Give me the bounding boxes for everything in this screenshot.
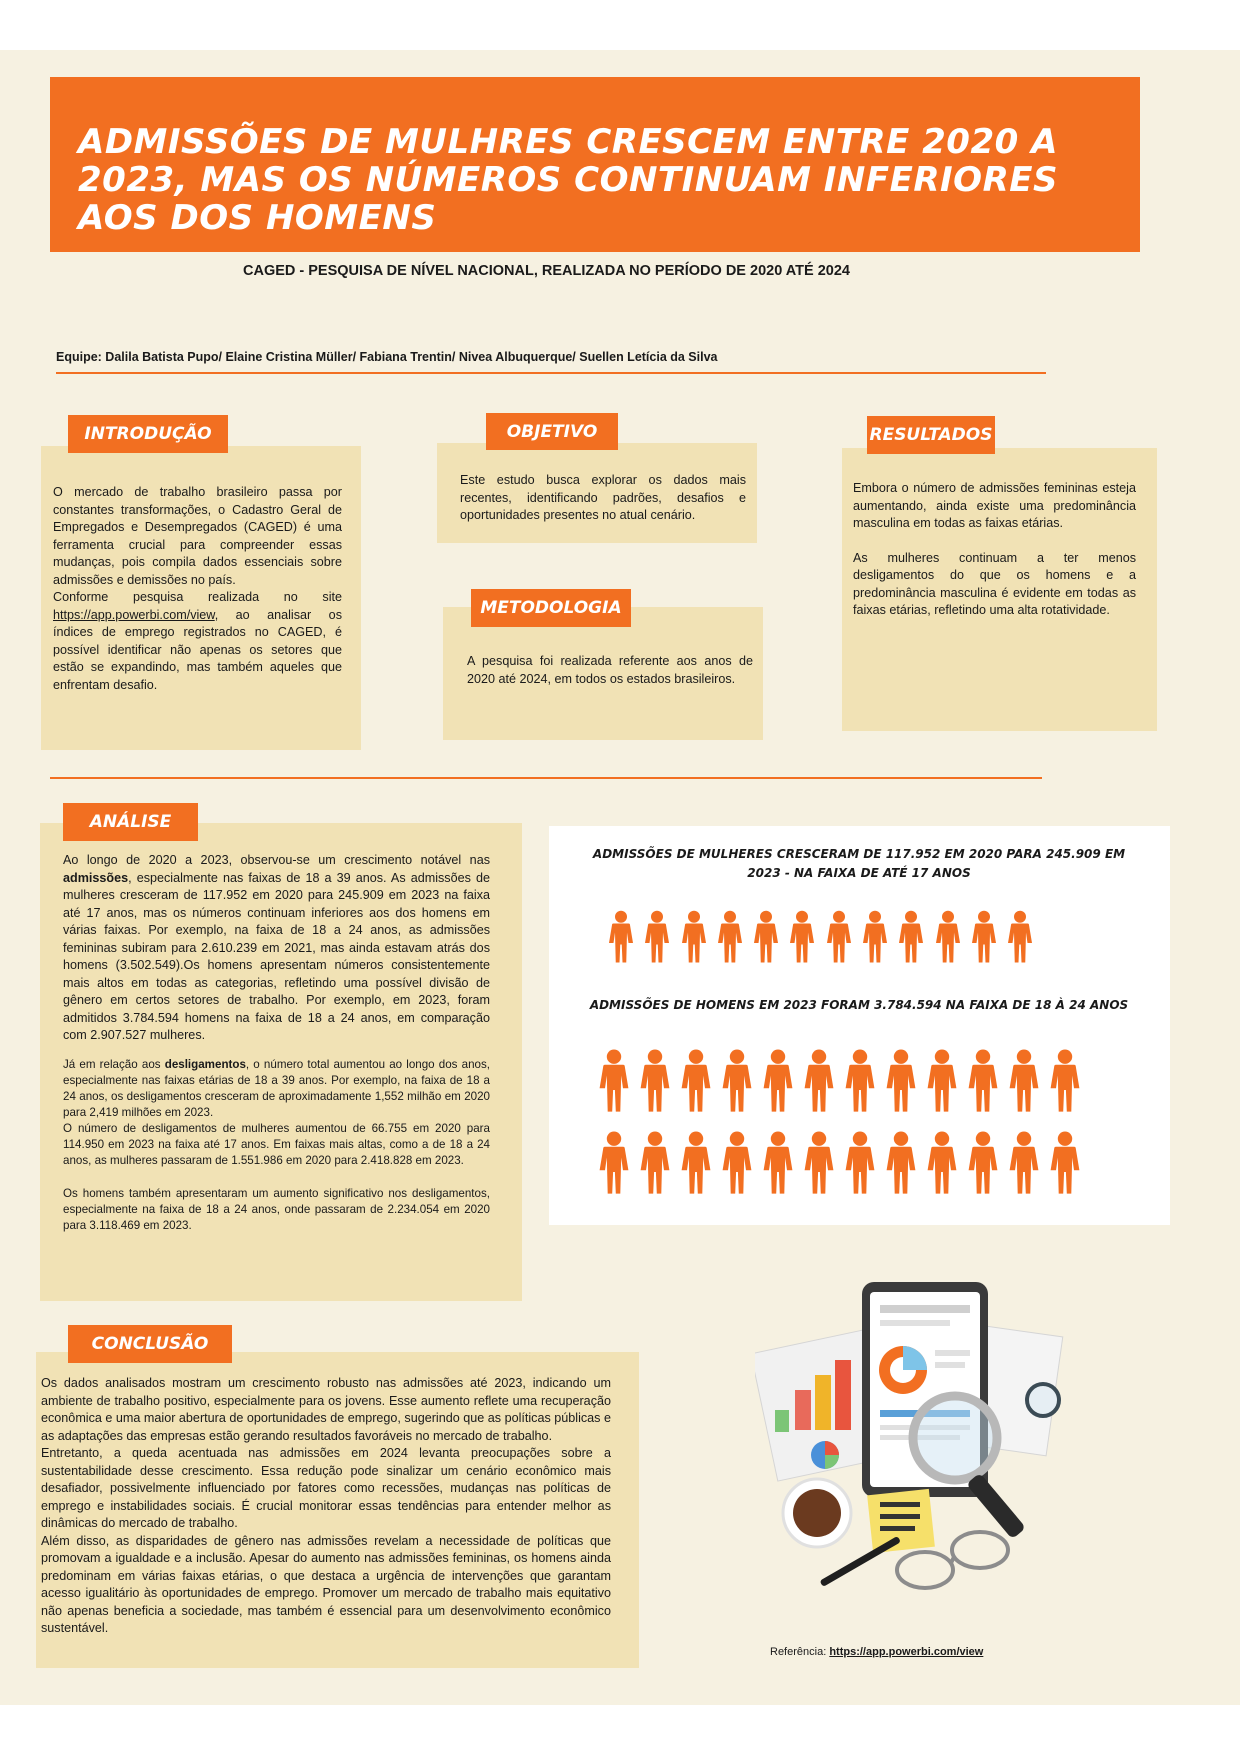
person-icon xyxy=(637,1129,673,1197)
divider-middle xyxy=(50,777,1042,779)
person-icon xyxy=(924,1047,960,1115)
person-icon xyxy=(1006,1047,1042,1115)
person-icon xyxy=(824,908,854,966)
person-icon xyxy=(606,908,636,966)
reference-label: Referência: xyxy=(770,1646,827,1658)
person-icon xyxy=(969,908,999,966)
infographic-panel xyxy=(549,826,1170,1225)
intro-text xyxy=(53,484,342,694)
person-icon xyxy=(965,1129,1001,1197)
analise-paragraph-1 xyxy=(63,852,490,1045)
person-icon xyxy=(933,908,963,966)
analise-p1-c: , especialmente nas faixas de 18 a 39 anos. As admissões de mulheres cresceram de 117.952 em 2020 para 245.909 em 2023 na faixa até 17 anos, mas os números continuam inferiores aos dos homens em várias faixas. Por exemplo, na faixa de 18 a 24 anos, as admissões femininas subiram para 2.610.239 em 2021, mas ainda estavam atrás dos homens (3.502.549).Os homens apresentam números consistentemente mais altos em todas as categorias, refletindo uma possível divisão de gênero em certos setores de trabalho. Por exemplo, em 2023, foram admitidos 3.784.594 homens na faixa de 18 a 24 anos, em comparação com 2.907.527 mulheres. xyxy=(63,870,490,1042)
resultados-paragraph-1: Embora o número de admissões femininas esteja aumentando, ainda existe uma predominância masculina em todas as faixas etárias. xyxy=(853,481,1136,530)
person-icon xyxy=(842,1129,878,1197)
person-icon xyxy=(637,1047,673,1115)
analise-paragraph-4: Os homens também apresentaram um aumento significativo nos desligamentos, especialmente na faixa de 18 a 24 anos, onde passaram de 2.234.054 em 2020 para 3.118.469 em 2023. xyxy=(63,1186,490,1232)
intro-p2-prefix: Conforme pesquisa realizada no site xyxy=(53,590,342,604)
person-icon xyxy=(719,1129,755,1197)
analise-paragraph-2 xyxy=(63,1057,490,1121)
person-icon xyxy=(1006,1129,1042,1197)
conclusao-text xyxy=(41,1375,611,1638)
person-icon xyxy=(678,1129,714,1197)
analise-desligamentos-emphasis: desligamentos xyxy=(164,1057,246,1071)
subtitle: CAGED - PESQUISA DE NÍVEL NACIONAL, REALIZADA NO PERÍODO DE 2020 ATÉ 2024 xyxy=(243,263,850,279)
divider-top xyxy=(56,372,1046,374)
person-icon xyxy=(842,1047,878,1115)
objetivo-label: OBJETIVO xyxy=(486,413,618,450)
intro-paragraph-2 xyxy=(53,589,342,694)
page-title: ADMISSÕES DE MULHRES CRESCEM ENTRE 2020 A 2023, MAS OS NÚMEROS CONTINUAM INFERIORES AOS DOS HOMENS xyxy=(78,122,1058,238)
intro-label: INTRODUÇÃO xyxy=(68,415,228,453)
title-banner xyxy=(50,77,1140,252)
analise-paragraph-3: O número de desligamentos de mulheres aumentou de 66.755 em 2020 para 114.950 em 2023 na faixa até 17 anos. Em faixas mais altas, como a de 18 a 24 anos, as mulheres passaram de 1.551.986 em 2020 para 2.418.828 em 2023. xyxy=(63,1121,490,1167)
person-icon xyxy=(787,908,817,966)
objetivo-text: Este estudo busca explorar os dados mais recentes, identificando padrões, desafios e oportunidades presentes no atual cenário. xyxy=(460,473,746,522)
intro-link[interactable]: https://app.powerbi.com/view xyxy=(53,607,215,622)
person-icon xyxy=(678,1047,714,1115)
conclusao-paragraph-1: Os dados analisados mostram um crescimento robusto nas admissões até 2023, indicando um ambiente de trabalho positivo, especialmente para os jovens. Esse aumento reflete uma recuperação econômica e uma maior abertura de oportunidades de emprego, sugerindo que as políticas públicas e as adaptações das empresas estão gerando resultados favoráveis no mercado de trabalho. xyxy=(41,1376,611,1443)
infographic-title-women: ADMISSÕES DE MULHERES CRESCERAM DE 117.952 EM 2020 PARA 245.909 EM 2023 - NA FAIXA DE ATÉ 17 ANOS xyxy=(592,847,1126,880)
analise-p2-c: , o número total aumentou ao longo dos anos, especialmente nas faixas etárias de 18 a 39 anos. Por exemplo, na faixa de 18 a 24 anos, os desligamentos cresceram de aproximadamente 1,552 milhão em 2020 para 2,419 milhões em 2023. xyxy=(63,1057,491,1119)
person-icon xyxy=(801,1129,837,1197)
notepad-icon xyxy=(867,1489,935,1553)
analise-admissoes-emphasis: admissões xyxy=(63,870,129,885)
person-icon xyxy=(965,1047,1001,1115)
team-credits: Equipe: Dalila Batista Pupo/ Elaine Cristina Müller/ Fabiana Trentin/ Nivea Albuquerque/ Suellen Letícia da Silva xyxy=(56,350,718,364)
person-icon xyxy=(642,908,672,966)
reference-link[interactable]: https://app.powerbi.com/view xyxy=(829,1646,984,1658)
person-icon xyxy=(1047,1047,1083,1115)
person-icon xyxy=(896,908,926,966)
conclusao-paragraph-2: Entretanto, a queda acentuada nas admissões em 2024 levanta preocupações sobre a sustentabilidade desse crescimento. Essa redução pode sinalizar um cenário econômico mais desafiador, possivelmente influenciado por fatores como recessões, mudanças nas políticas de emprego e instabilidades sociais. É crucial monitorar essas tendências para entender melhor as dinâmicas do mercado de trabalho. xyxy=(41,1446,611,1530)
intro-paragraph-1: O mercado de trabalho brasileiro passa por constantes transformações, o Cadastro Geral de Empregados e Desempregados (CAGED) é uma ferramenta crucial para compreender essas mudanças, pois compila dados essenciais sobre admissões e demissões no país. xyxy=(53,485,342,587)
person-icon xyxy=(760,1129,796,1197)
person-icon xyxy=(801,1047,837,1115)
person-icon xyxy=(596,1047,632,1115)
resultados-label: RESULTADOS xyxy=(867,416,995,454)
person-icon xyxy=(679,908,709,966)
person-icon xyxy=(596,1129,632,1197)
metodologia-label: METODOLOGIA xyxy=(471,589,631,627)
reference xyxy=(770,1646,983,1658)
person-icon xyxy=(760,1047,796,1115)
conclusao-label: CONCLUSÃO xyxy=(68,1325,232,1363)
person-icon xyxy=(751,908,781,966)
infographic-title-men: ADMISSÕES DE HOMENS EM 2023 FORAM 3.784.594 NA FAIXA DE 18 À 24 ANOS xyxy=(589,998,1129,1012)
metodologia-text: A pesquisa foi realizada referente aos anos de 2020 até 2024, em todos os estados brasileiros. xyxy=(467,654,753,686)
analise-p1-a: Ao longo de 2020 a 2023, observou-se um crescimento notável nas xyxy=(63,853,490,867)
analise-p2-a: Já em relação aos xyxy=(63,1057,165,1071)
person-icon xyxy=(715,908,745,966)
women-icon-row xyxy=(606,908,1042,966)
person-icon xyxy=(860,908,890,966)
conclusao-paragraph-3: Além disso, as disparidades de gênero nas admissões revelam a necessidade de políticas que promovam a igualdade e a inclusão. Apesar do aumento nas admissões femininas, os homens ainda predominam em várias faixas etárias, o que destaca a urgência de intervenções que garantam acesso igualitário às oportunidades de emprego. Promover um mercado de trabalho mais equitativo não apenas beneficia a sociedade, mas também é essencial para um desenvolvimento econômico sustentável. xyxy=(41,1533,611,1635)
resultados-paragraph-2: As mulheres continuam a ter menos desligamentos do que os homens e a predominância masculina é evidente em todas as faixas etárias, refletindo uma alta rotatividade. xyxy=(853,550,1136,617)
person-icon xyxy=(1047,1129,1083,1197)
intro-p2-suffix: , ao analisar os índices de emprego registrados no CAGED, é possível identificar não apenas os setores que estão se expandindo, mas também aqueles que enfrentam desafio. xyxy=(53,607,342,692)
resultados-text xyxy=(853,480,1136,620)
person-icon xyxy=(719,1047,755,1115)
person-icon xyxy=(883,1129,919,1197)
person-icon xyxy=(1005,908,1035,966)
person-icon xyxy=(883,1047,919,1115)
men-icon-row-2 xyxy=(596,1129,1088,1197)
data-analysis-illustration xyxy=(755,1280,1100,1610)
men-icon-row-1 xyxy=(596,1047,1088,1115)
person-icon xyxy=(924,1129,960,1197)
analise-text xyxy=(63,852,490,1234)
coffee-cup-icon xyxy=(783,1479,851,1547)
analise-label: ANÁLISE xyxy=(63,803,198,841)
